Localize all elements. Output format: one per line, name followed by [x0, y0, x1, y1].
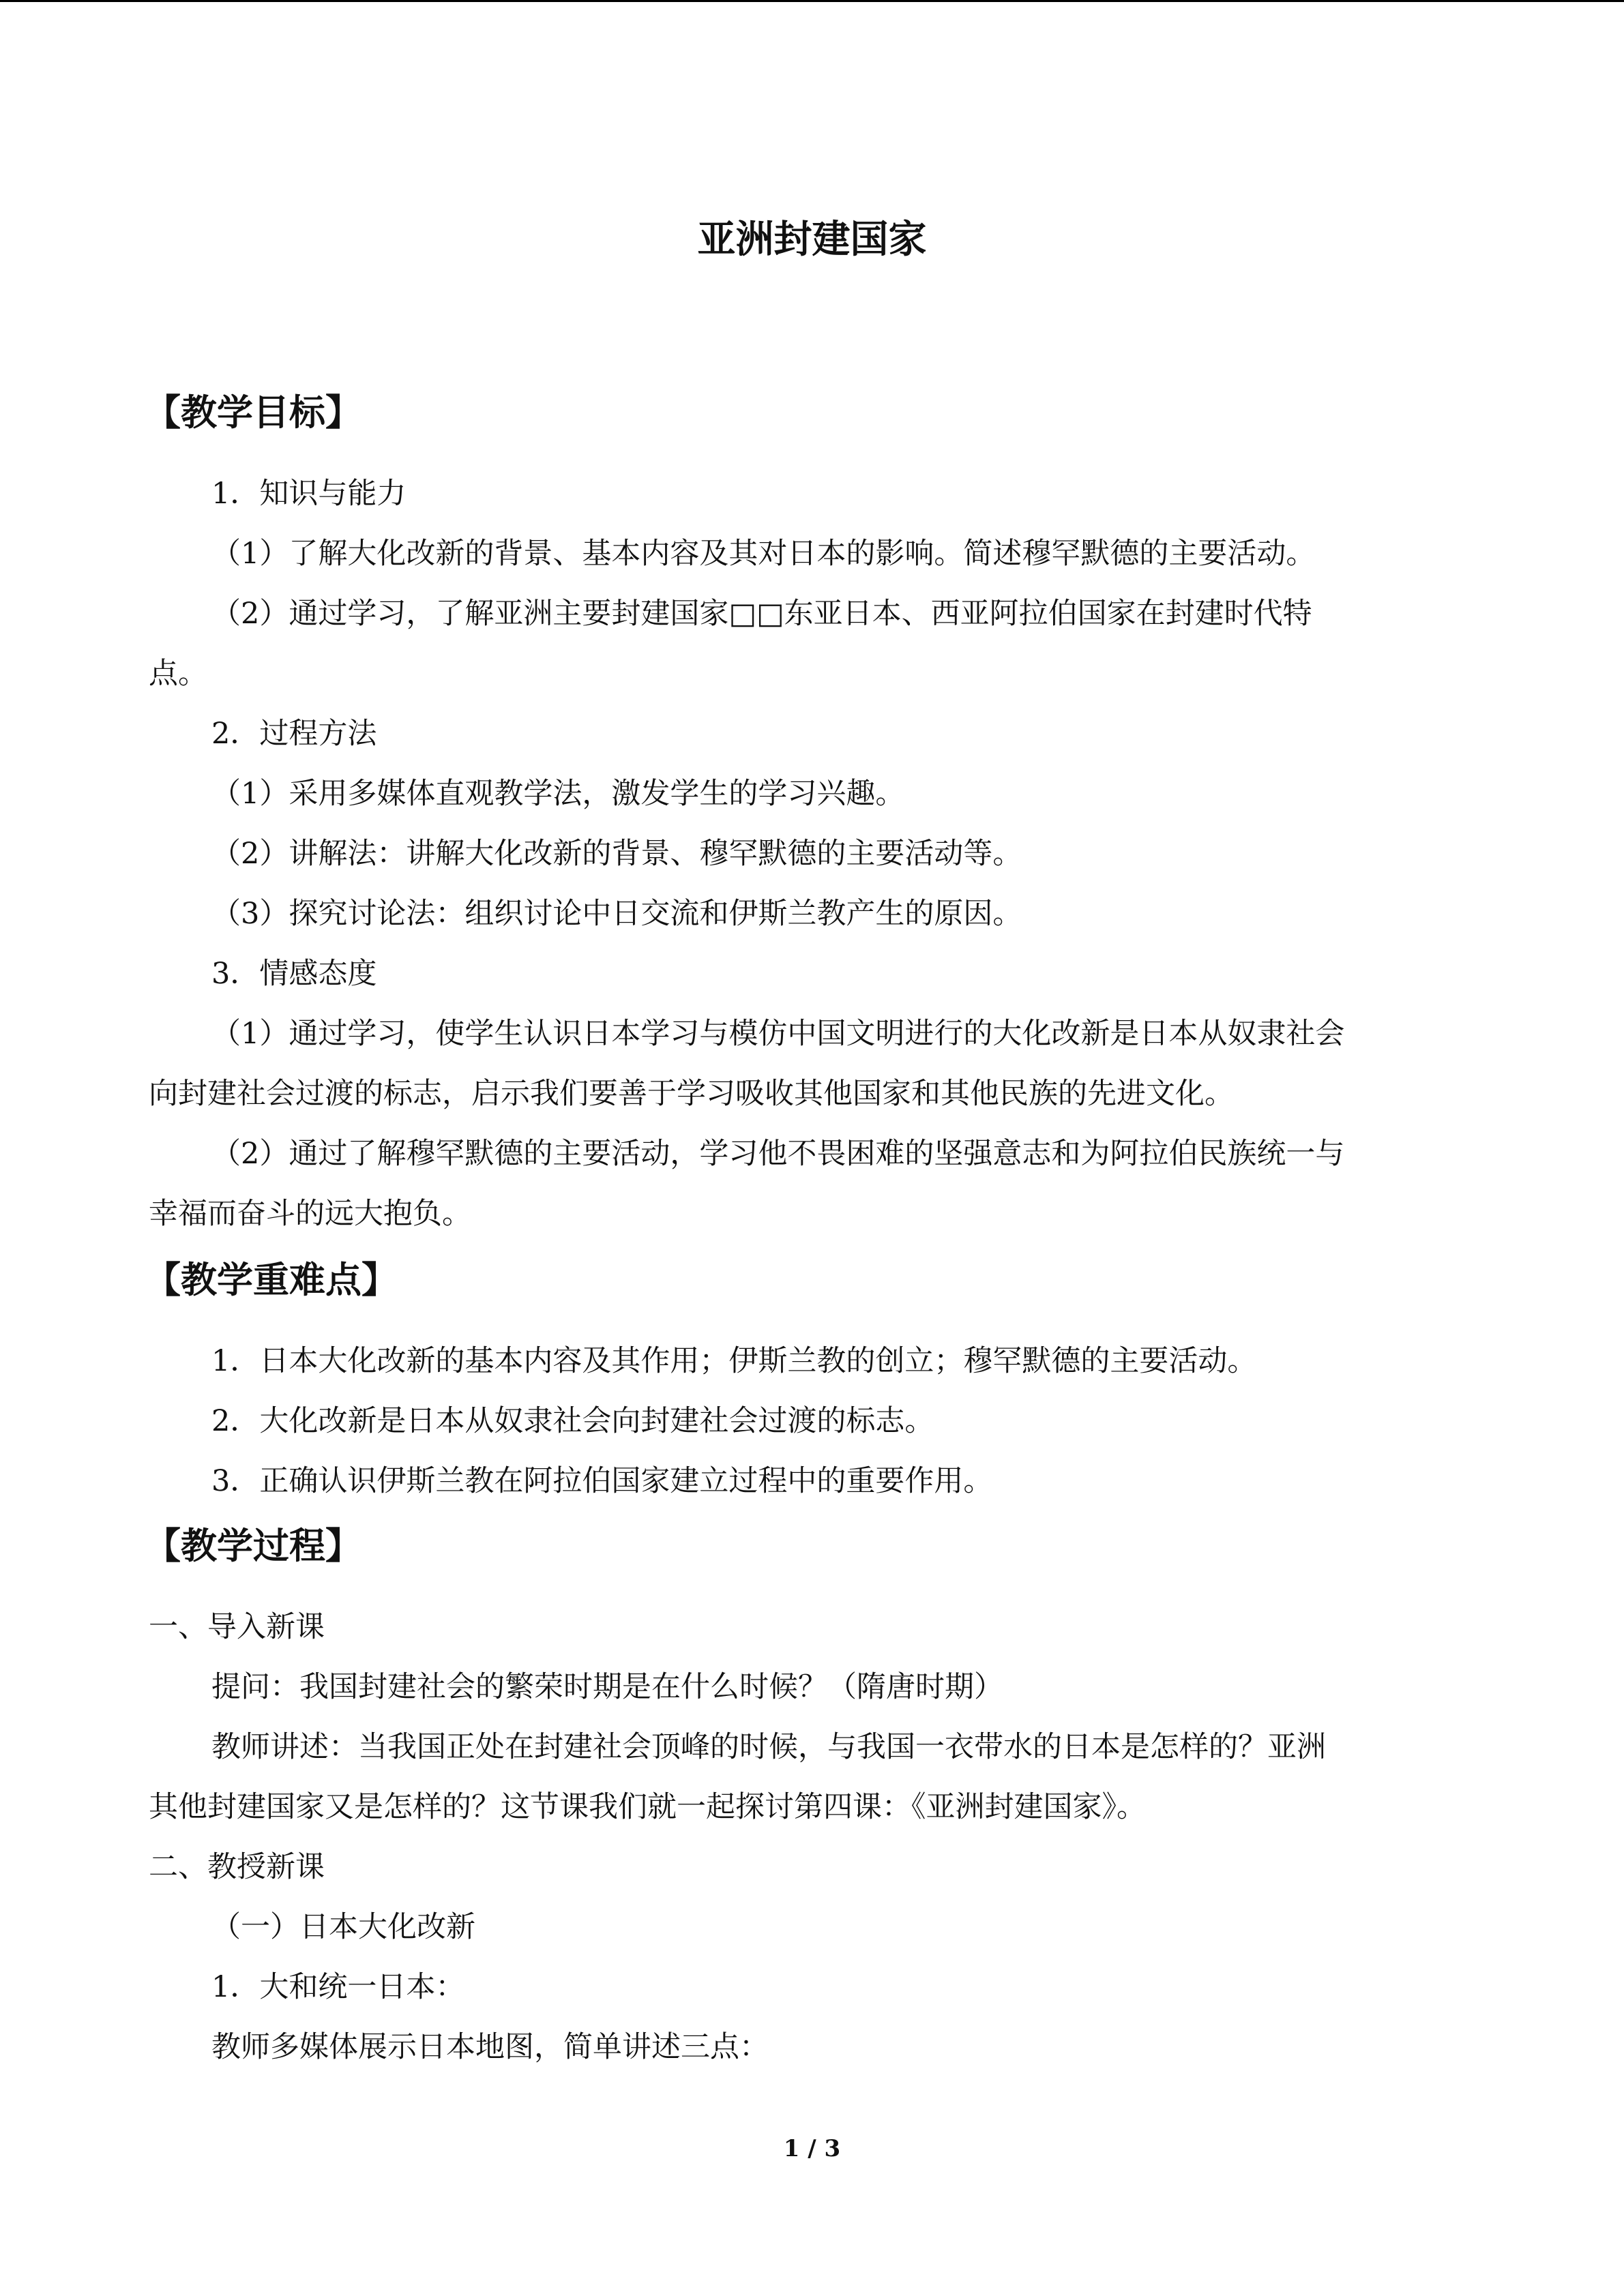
objectives-line: （2）通过学习，了解亚洲主要封建国家□□东亚日本、西亚阿拉伯国家在封建时代特	[211, 597, 1312, 631]
process-line: 其他封建国家又是怎样的？这节课我们就一起探讨第四课：《亚洲封建国家》。	[149, 1790, 1146, 1824]
objectives-line: （1）了解大化改新的背景、基本内容及其对日本的影响。简述穆罕默德的主要活动。	[211, 537, 1316, 571]
process-line: 一、导入新课	[149, 1610, 325, 1644]
objectives-line: 点。	[149, 657, 207, 691]
key-points-line: 2．大化改新是日本从奴隶社会向封建社会过渡的标志。	[211, 1404, 934, 1438]
objectives-line: （1）通过学习，使学生认识日本学习与模仿中国文明进行的大化改新是日本从奴隶社会	[211, 1017, 1345, 1051]
section-heading-objectives: 【教学目标】	[145, 392, 361, 434]
process-line: 二、教授新课	[149, 1850, 325, 1884]
objectives-line: 向封建社会过渡的标志，启示我们要善于学习吸收其他国家和其他民族的先进文化。	[149, 1077, 1234, 1111]
objectives-line: （2）讲解法：讲解大化改新的背景、穆罕默德的主要活动等。	[211, 837, 1022, 871]
process-line: 教师讲述：当我国正处在封建社会顶峰的时候，与我国一衣带水的日本是怎样的？亚洲	[211, 1730, 1326, 1764]
section-heading-key-points: 【教学重难点】	[145, 1259, 398, 1301]
objectives-line: 3．情感态度	[211, 957, 377, 991]
page-number: 1 / 3	[783, 2135, 841, 2162]
document-title: 亚洲封建国家	[697, 218, 927, 262]
top-border	[0, 0, 1624, 2]
section-heading-process: 【教学过程】	[145, 1525, 361, 1567]
objectives-line: 1．知识与能力	[211, 477, 407, 511]
process-line: 提问：我国封建社会的繁荣时期是在什么时候？（隋唐时期）	[211, 1670, 1003, 1704]
key-points-line: 1．日本大化改新的基本内容及其作用；伊斯兰教的创立；穆罕默德的主要活动。	[211, 1344, 1257, 1378]
process-line: 教师多媒体展示日本地图，简单讲述三点：	[211, 2030, 769, 2064]
objectives-line: （1）采用多媒体直观教学法，激发学生的学习兴趣。	[211, 777, 905, 811]
process-line: （一）日本大化改新	[211, 1910, 475, 1944]
objectives-line: 幸福而奋斗的远大抱负。	[149, 1197, 471, 1231]
process-line: 1．大和统一日本：	[211, 1970, 465, 2004]
objectives-line: （3）探究讨论法：组织讨论中日交流和伊斯兰教产生的原因。	[211, 897, 1022, 931]
objectives-line: （2）通过了解穆罕默德的主要活动，学习他不畏困难的坚强意志和为阿拉伯民族统一与	[211, 1137, 1345, 1171]
objectives-line: 2．过程方法	[211, 717, 377, 751]
key-points-line: 3．正确认识伊斯兰教在阿拉伯国家建立过程中的重要作用。	[211, 1464, 993, 1498]
